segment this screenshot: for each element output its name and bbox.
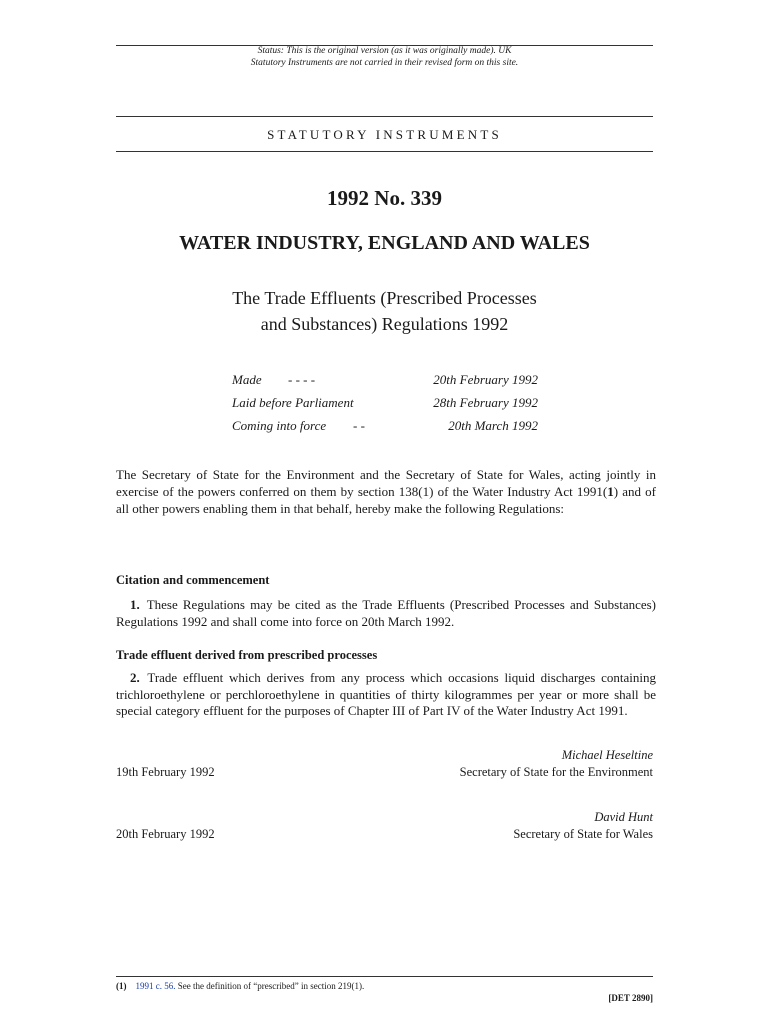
section-paragraph-1 (116, 597, 656, 630)
signatory-name: Michael Heseltine (561, 748, 653, 762)
date-label: Coming into force (232, 418, 327, 433)
footnote-text: See the definition of “prescribed” in section 219(1). (175, 981, 365, 991)
date-value: 20th March 1992 (448, 418, 538, 433)
date-row-in-force (232, 418, 538, 441)
date-dots: - - - - (288, 372, 316, 387)
signatory-role: Secretary of State for Wales (513, 827, 653, 841)
date-value: 28th February 1992 (433, 395, 538, 410)
instrument-title (116, 285, 653, 337)
date-label: Made (232, 372, 262, 387)
footnote-reference[interactable]: 1 (607, 484, 614, 499)
section-text: Trade effluent which derives from any process which occasions liquid discharges containing trichloroethylene or perchloroethylene in quantities of thirty kilogrammes per year or more shall be special category effluent for the purposes of Chapter III of Part IV of the Water Industry Act 1991. (116, 670, 656, 718)
instrument-number: 1992 No. 339 (327, 186, 442, 210)
date-label: Laid before Parliament (232, 395, 354, 410)
section-heading-citation: Citation and commencement (116, 573, 270, 587)
section-text: These Regulations may be cited as the Trade Effluents (Prescribed Processes and Substances) Regulations 1992 and shall come into force on 20th March 1992. (116, 597, 657, 629)
series-rule-bottom (116, 151, 653, 152)
footnote-rule (116, 976, 653, 977)
footnote-citation-link[interactable]: 1991 c. 56. (135, 981, 176, 991)
title-line-2: and Substances) Regulations 1992 (260, 314, 509, 334)
section-number: 1. (130, 597, 140, 612)
footnote-marker: (1) (116, 981, 127, 991)
date-row-laid (232, 395, 538, 418)
det-reference: [DET 2890] (608, 993, 653, 1003)
date-row-made (232, 372, 538, 395)
dates-table (232, 372, 538, 441)
section-heading-trade-effluent: Trade effluent derived from prescribed processes (116, 648, 378, 662)
preamble-text-after: ) and of all other powers enabling them in that behalf, hereby make the following Regulations: (116, 484, 656, 516)
signatory-role: Secretary of State for the Environment (459, 765, 653, 779)
date-dots: - - (353, 418, 365, 433)
subject-heading: WATER INDUSTRY, ENGLAND AND WALES (179, 232, 590, 254)
status-line-2: Statutory Instruments are not carried in their revised form on this site. (250, 58, 519, 68)
signature-date: 19th February 1992 (116, 765, 215, 779)
section-paragraph-2 (116, 670, 656, 720)
series-rule-top (116, 116, 653, 117)
status-line-1: Status: This is the original version (as it was originally made). UK (257, 46, 512, 56)
preamble (116, 466, 656, 517)
signatory-name: David Hunt (594, 810, 653, 824)
preamble-text-before: The Secretary of State for the Environment and the Secretary of State for Wales, acting jointly in exercise of the powers conferred on them by section 138(1) of the Water Industry Act 1991( (116, 467, 656, 499)
section-number: 2. (130, 670, 140, 685)
signature-date: 20th February 1992 (116, 827, 215, 841)
date-value: 20th February 1992 (433, 372, 538, 387)
series-heading: STATUTORY INSTRUMENTS (267, 127, 502, 142)
title-line-1: The Trade Effluents (Prescribed Processes (232, 288, 537, 308)
status-note (116, 45, 653, 69)
footnote (116, 981, 364, 991)
